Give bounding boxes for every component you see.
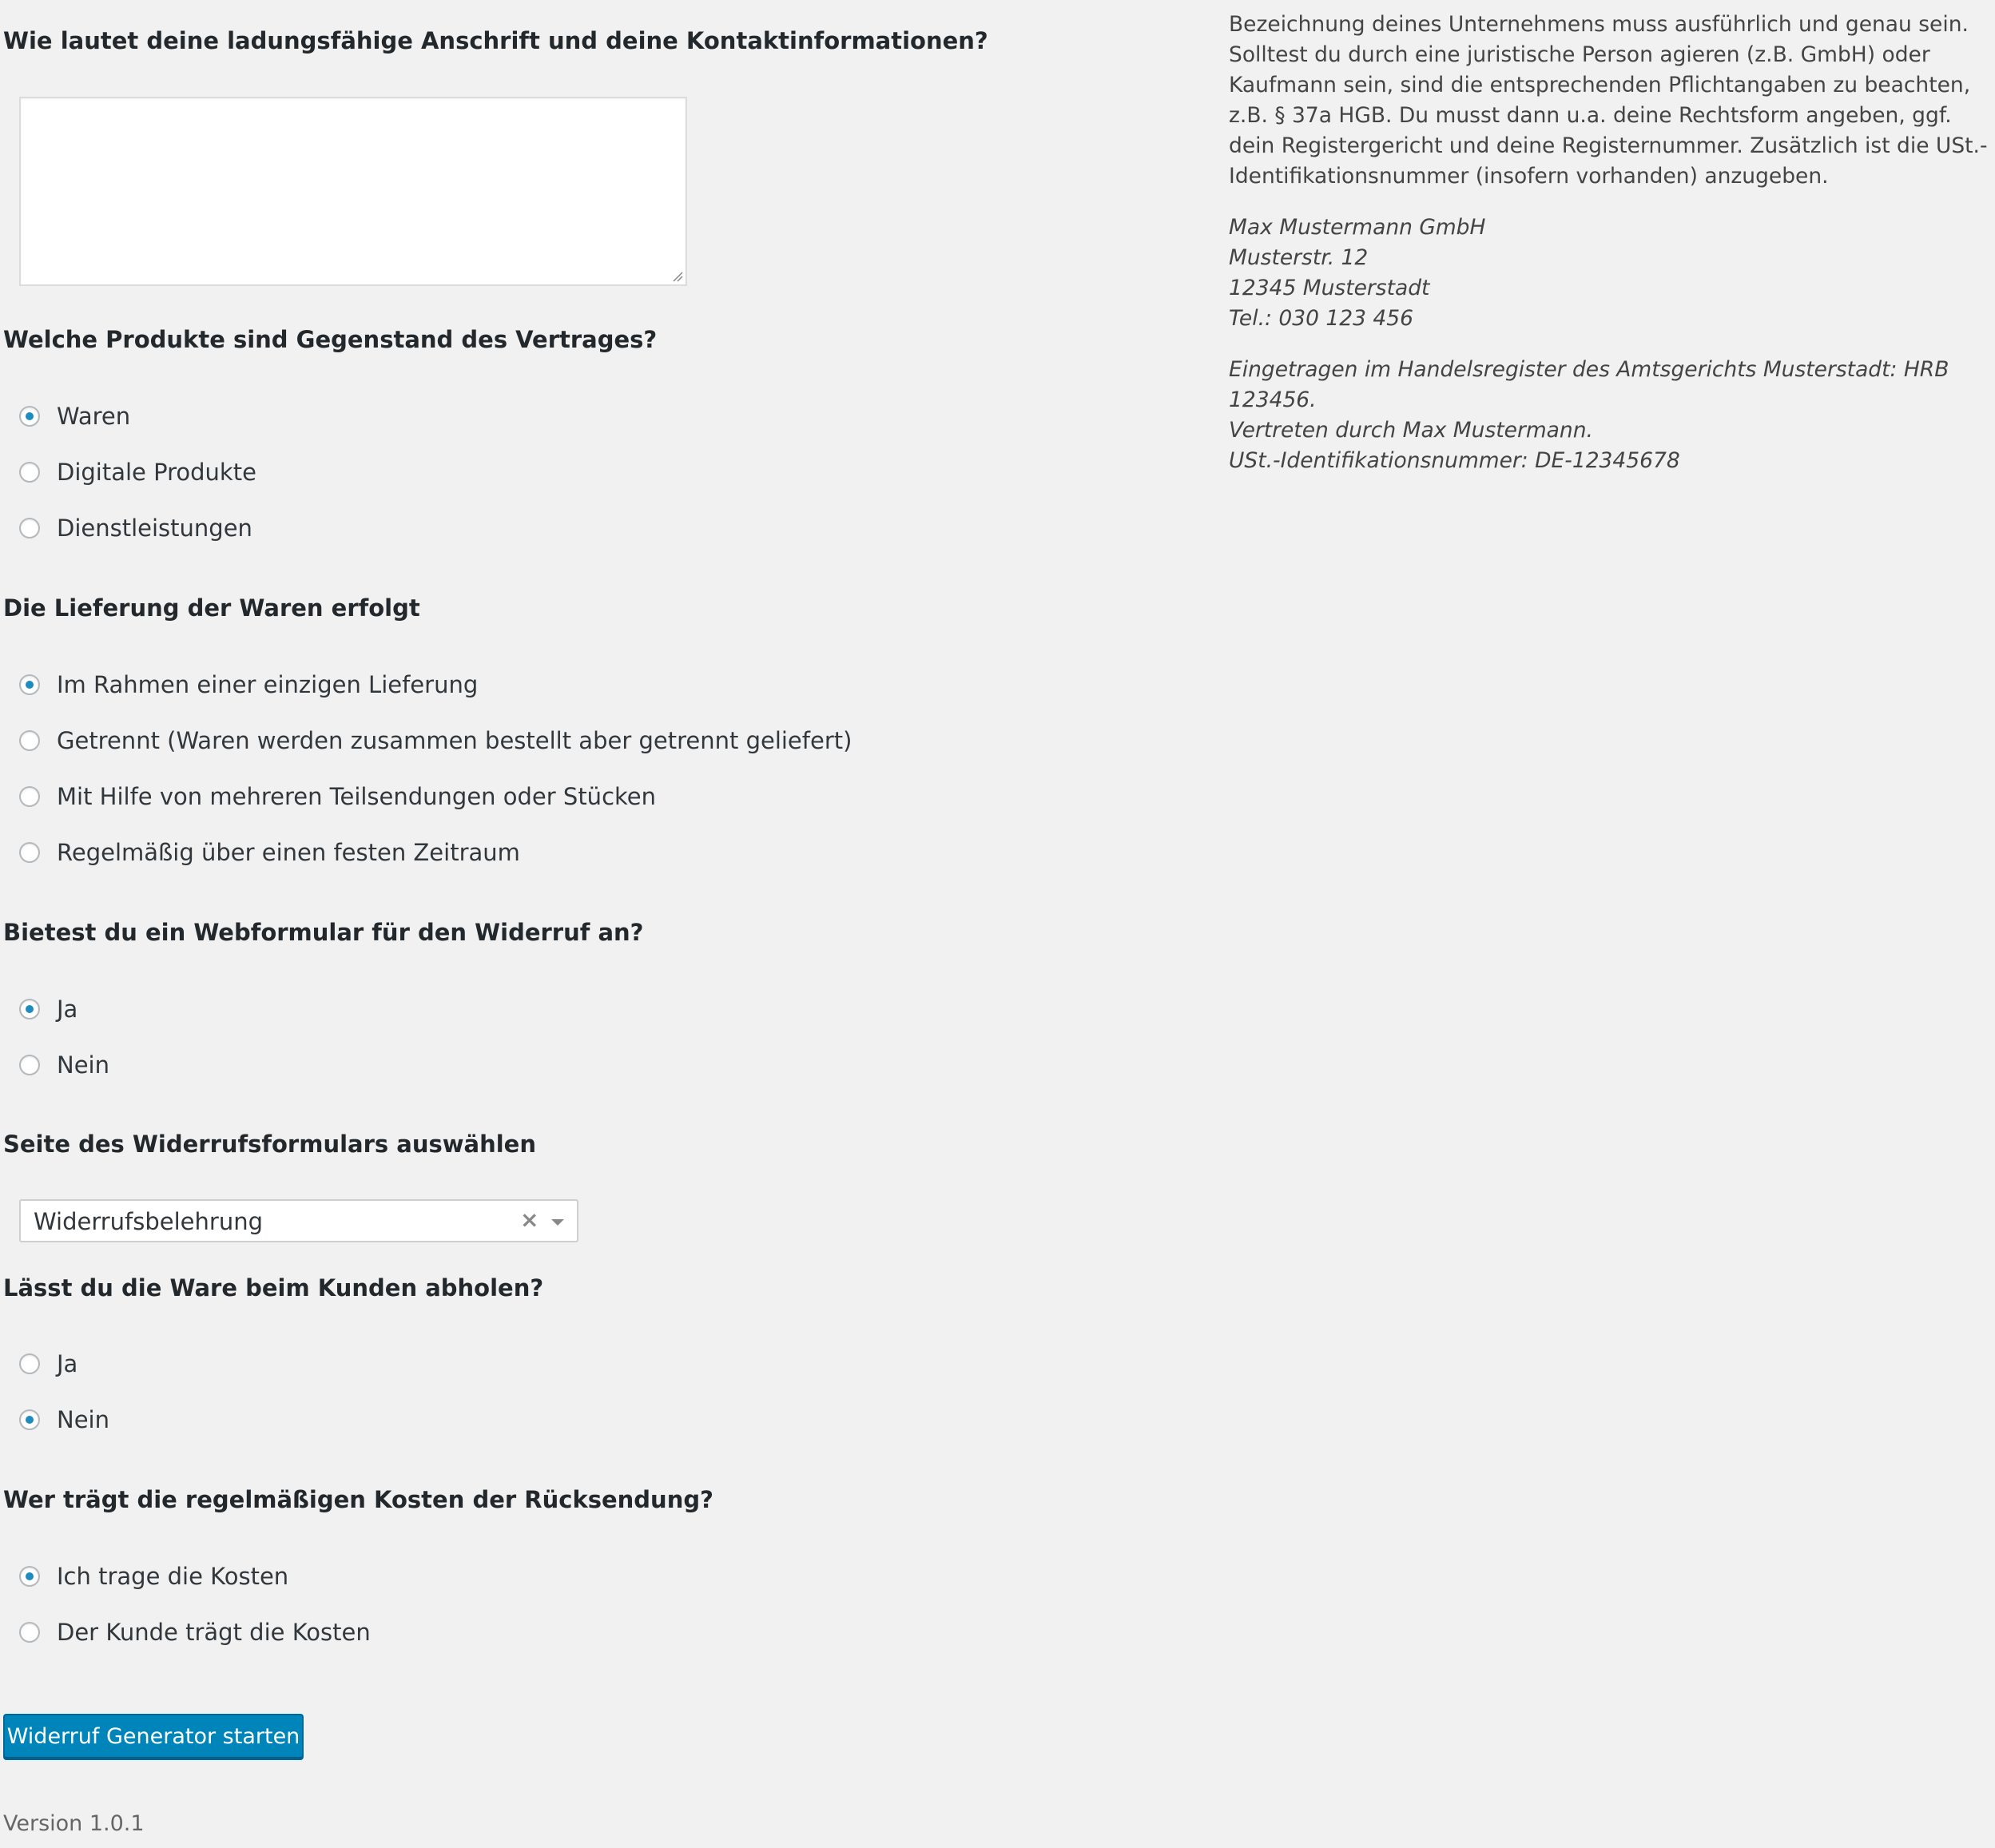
radio-label: Getrennt (Waren werden zusammen bestellt aber getrennt geliefert) xyxy=(57,727,852,754)
radio-pickup-no[interactable] xyxy=(19,1406,109,1433)
radio-button[interactable] xyxy=(19,786,40,807)
products-question: Welche Produkte sind Gegenstand des Vertrages? xyxy=(3,326,658,353)
radio-button[interactable] xyxy=(19,518,40,539)
radio-label: Mit Hilfe von mehreren Teilsendungen oder Stücken xyxy=(57,783,656,810)
radio-button[interactable] xyxy=(19,1566,40,1587)
radio-button[interactable] xyxy=(19,1353,40,1374)
radio-pickup-yes[interactable] xyxy=(19,1350,77,1377)
version-label: Version 1.0.1 xyxy=(3,1811,145,1836)
radio-costs-self[interactable] xyxy=(19,1563,288,1590)
radio-label: Digitale Produkte xyxy=(57,459,256,486)
form-page-select[interactable] xyxy=(19,1199,578,1242)
radio-button[interactable] xyxy=(19,1055,40,1075)
radio-label: Der Kunde trägt die Kosten xyxy=(57,1619,371,1646)
radio-label: Dienstleistungen xyxy=(57,515,252,542)
radio-button[interactable] xyxy=(19,842,40,863)
radio-webform-yes[interactable] xyxy=(19,996,77,1023)
help-intro: Bezeichnung deines Unternehmens muss ausführlich und genau sein. Solltest du durch eine juristische Person agieren (z.B. GmbH) oder Kaufmann sein, sind die entsprechenden Pflichtangaben zu beachten, z.B. § 37a HGB. Du musst dann u.a. deine Rechtsform angeben, ggf. dein Registergericht und deine Registernummer. Zusätzlich ist die USt.-Identifikationsnummer (insofern vorhanden) anzugeben. xyxy=(1229,12,1988,189)
radio-button[interactable] xyxy=(19,406,40,427)
example-address xyxy=(1229,213,1988,334)
radio-button[interactable] xyxy=(19,730,40,751)
radio-label: Ja xyxy=(57,996,78,1023)
radio-webform-no[interactable] xyxy=(19,1051,109,1079)
example-line: Musterstr. 12 xyxy=(1229,245,1369,270)
radio-button[interactable] xyxy=(19,462,40,483)
example-register xyxy=(1229,355,1988,476)
address-question: Wie lautet deine ladungsfähige Anschrift und deine Kontaktinformationen? xyxy=(3,27,988,54)
radio-products-services[interactable] xyxy=(19,515,252,542)
radio-delivery-regular[interactable] xyxy=(19,839,520,866)
radio-label: Ja xyxy=(57,1350,78,1377)
radio-button[interactable] xyxy=(19,999,40,1019)
radio-label: Ich trage die Kosten xyxy=(57,1563,289,1590)
example-line: USt.-Identifikationsnummer: DE-12345678 xyxy=(1229,448,1680,473)
start-generator-button[interactable]: Widerruf Generator starten xyxy=(3,1714,304,1759)
radio-button[interactable] xyxy=(19,674,40,695)
clear-selection-icon[interactable]: × xyxy=(520,1206,539,1233)
radio-delivery-single[interactable] xyxy=(19,671,478,698)
example-line: 12345 Musterstadt xyxy=(1229,276,1430,300)
radio-products-waren[interactable] xyxy=(19,403,130,430)
costs-question: Wer trägt die regelmäßigen Kosten der Rücksendung? xyxy=(3,1486,713,1513)
radio-delivery-partial[interactable] xyxy=(19,783,656,810)
example-line: Vertreten durch Max Mustermann. xyxy=(1229,418,1593,443)
example-line: Eingetragen im Handelsregister des Amtsgerichts Musterstadt: HRB 123456. xyxy=(1229,357,1949,412)
address-textarea[interactable] xyxy=(19,97,687,286)
webform-question: Bietest du ein Webformular für den Widerruf an? xyxy=(3,919,644,946)
radio-button[interactable] xyxy=(19,1622,40,1643)
example-line: Max Mustermann GmbH xyxy=(1229,215,1486,240)
radio-label: Regelmäßig über einen festen Zeitraum xyxy=(57,839,520,866)
radio-costs-customer[interactable] xyxy=(19,1619,371,1646)
pickup-question: Lässt du die Ware beim Kunden abholen? xyxy=(3,1274,544,1302)
radio-label: Nein xyxy=(57,1051,109,1079)
resize-grip-icon[interactable] xyxy=(672,271,683,282)
form-page-question: Seite des Widerrufsformulars auswählen xyxy=(3,1131,536,1158)
help-panel xyxy=(1229,10,1988,497)
radio-label: Im Rahmen einer einzigen Lieferung xyxy=(57,671,479,698)
radio-label: Waren xyxy=(57,403,131,430)
dropdown-arrow-icon[interactable] xyxy=(551,1219,564,1226)
radio-label: Nein xyxy=(57,1406,109,1433)
example-line: Tel.: 030 123 456 xyxy=(1229,306,1413,331)
select-value: Widerrufsbelehrung xyxy=(34,1208,263,1235)
delivery-question: Die Lieferung der Waren erfolgt xyxy=(3,594,420,622)
radio-button[interactable] xyxy=(19,1409,40,1430)
radio-products-digital[interactable] xyxy=(19,459,256,486)
radio-delivery-separate[interactable] xyxy=(19,727,852,754)
